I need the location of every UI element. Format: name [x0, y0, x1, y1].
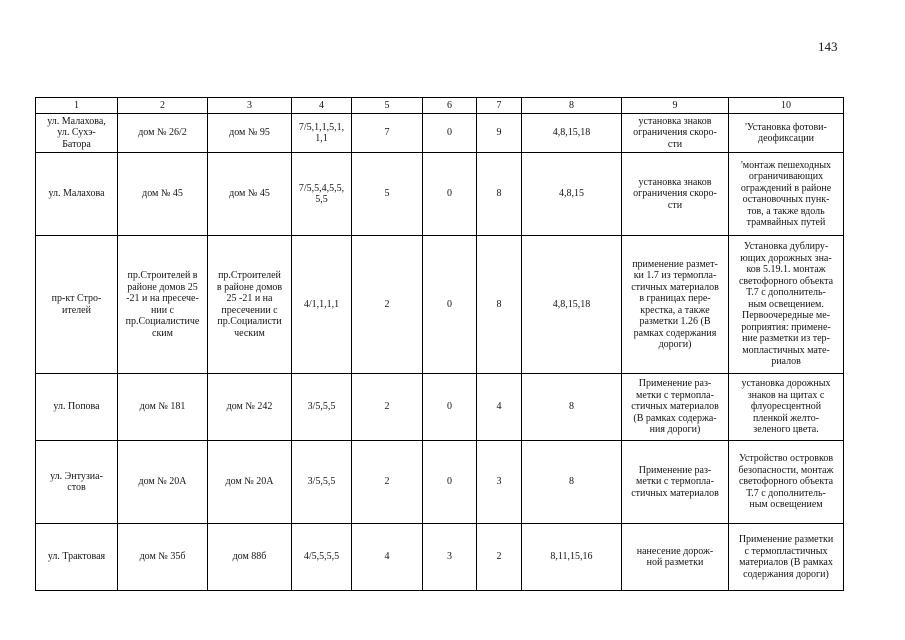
- header-cell-8: 8: [522, 98, 622, 114]
- table-header-row: [36, 98, 844, 114]
- table-cell-col-4: 7/5,5,4,5,5, 5,5: [292, 153, 352, 236]
- table-cell-col-8: 8: [522, 374, 622, 441]
- header-cell-3: 3: [208, 98, 292, 114]
- header-cell-6: 6: [423, 98, 477, 114]
- table-body: [36, 98, 844, 591]
- table-cell-col-10: Установка дублиру- ющих дорожных зна- ков 5.19.1. монтаж светофорного объекта Т.7 с дополнитель- ным освещением. Первоочередные ме- роприятия: примене- ние разметки из тер- мопластичных мате- риалов: [729, 236, 844, 374]
- table-cell-col-7: 2: [477, 524, 522, 591]
- table-cell-col-9: установка знаков ограничения скоро- сти: [622, 114, 729, 153]
- table-cell-col-1: ул. Энтузиа- стов: [36, 441, 118, 524]
- table-row: [36, 441, 844, 524]
- table-cell-col-8: 8: [522, 441, 622, 524]
- header-cell-10: 10: [729, 98, 844, 114]
- table-cell-col-7: 3: [477, 441, 522, 524]
- table-cell-col-6: 0: [423, 441, 477, 524]
- header-cell-5: 5: [352, 98, 423, 114]
- table-cell-col-3: дом № 242: [208, 374, 292, 441]
- table-row: [36, 236, 844, 374]
- table-cell-col-3: дом № 20А: [208, 441, 292, 524]
- table-cell-col-9: установка знаков ограничения скоро- сти: [622, 153, 729, 236]
- table-cell-col-4: 4/5,5,5,5: [292, 524, 352, 591]
- table-cell-col-9: нанесение дорож- ной разметки: [622, 524, 729, 591]
- header-cell-4: 4: [292, 98, 352, 114]
- table-cell-col-1: ул. Малахова: [36, 153, 118, 236]
- table-cell-col-8: 4,8,15,18: [522, 236, 622, 374]
- table-cell-col-7: 8: [477, 153, 522, 236]
- table-cell-col-1: ул. Попова: [36, 374, 118, 441]
- table-cell-col-3: дом № 95: [208, 114, 292, 153]
- table-row: [36, 114, 844, 153]
- table-cell-col-2: дом № 26/2: [118, 114, 208, 153]
- table-cell-col-8: 4,8,15: [522, 153, 622, 236]
- header-cell-9: 9: [622, 98, 729, 114]
- table-cell-col-10: Устройство островков безопасности, монтаж светофорного объекта Т.7 с дополнитель- ным освещением: [729, 441, 844, 524]
- table-cell-col-10: 'Установка фотови- деофиксации: [729, 114, 844, 153]
- table-cell-col-10: установка дорожных знаков на щитах с флуоресцентной пленкой желто- зеленого цвета.: [729, 374, 844, 441]
- table-cell-col-2: дом № 181: [118, 374, 208, 441]
- measures-table: [35, 97, 844, 591]
- table-row: [36, 153, 844, 236]
- table-cell-col-2: дом № 20А: [118, 441, 208, 524]
- table-cell-col-1: ул. Малахова, ул. Сухэ- Батора: [36, 114, 118, 153]
- table-cell-col-3: дом № 45: [208, 153, 292, 236]
- table-cell-col-10: 'монтаж пешеходных ограничивающих ограждений в районе остановочных пунк- тов, а также вдоль трамвайных путей: [729, 153, 844, 236]
- table-cell-col-5: 5: [352, 153, 423, 236]
- table-cell-col-9: применение размет- ки 1.7 из термопла- стичных материалов в границах пере- крестка, а также разметки 1.26 (В рамках содержания дороги): [622, 236, 729, 374]
- table-cell-col-7: 8: [477, 236, 522, 374]
- table-cell-col-5: 2: [352, 441, 423, 524]
- table-cell-col-1: пр-кт Стро- ителей: [36, 236, 118, 374]
- table-cell-col-3: пр.Строителей в районе домов 25 -21 и на пресечении с пр.Социалисти ческим: [208, 236, 292, 374]
- header-cell-7: 7: [477, 98, 522, 114]
- header-cell-2: 2: [118, 98, 208, 114]
- header-cell-1: 1: [36, 98, 118, 114]
- table-cell-col-1: ул. Трактовая: [36, 524, 118, 591]
- table-row: [36, 524, 844, 591]
- page-number: 143: [818, 39, 838, 54]
- table-cell-col-6: 3: [423, 524, 477, 591]
- table-cell-col-2: пр.Строителей в районе домов 25 -21 и на пресече- нии с пр.Социалистиче ским: [118, 236, 208, 374]
- table-cell-col-2: дом № 45: [118, 153, 208, 236]
- table-row: [36, 374, 844, 441]
- table-cell-col-5: 2: [352, 374, 423, 441]
- table-cell-col-4: 3/5,5,5: [292, 441, 352, 524]
- table-cell-col-7: 4: [477, 374, 522, 441]
- table-cell-col-8: 4,8,15,18: [522, 114, 622, 153]
- table-cell-col-6: 0: [423, 374, 477, 441]
- table-cell-col-5: 4: [352, 524, 423, 591]
- table-cell-col-3: дом 88б: [208, 524, 292, 591]
- table-cell-col-9: Применение раз- метки с термопла- стичных материалов (В рамках содержа- ния дороги): [622, 374, 729, 441]
- table-cell-col-4: 4/1,1,1,1: [292, 236, 352, 374]
- table-cell-col-9: Применение раз- метки с термопла- стичных материалов: [622, 441, 729, 524]
- table-cell-col-6: 0: [423, 114, 477, 153]
- table-cell-col-6: 0: [423, 153, 477, 236]
- table-cell-col-6: 0: [423, 236, 477, 374]
- table-cell-col-7: 9: [477, 114, 522, 153]
- table-cell-col-8: 8,11,15,16: [522, 524, 622, 591]
- table-cell-col-5: 2: [352, 236, 423, 374]
- table-cell-col-4: 7/5,1,1,5,1, 1,1: [292, 114, 352, 153]
- table-cell-col-2: дом № 35б: [118, 524, 208, 591]
- table-cell-col-4: 3/5,5,5: [292, 374, 352, 441]
- table-cell-col-5: 7: [352, 114, 423, 153]
- table-cell-col-10: Применение разметки с термопластичных материалов (В рамках содержания дороги): [729, 524, 844, 591]
